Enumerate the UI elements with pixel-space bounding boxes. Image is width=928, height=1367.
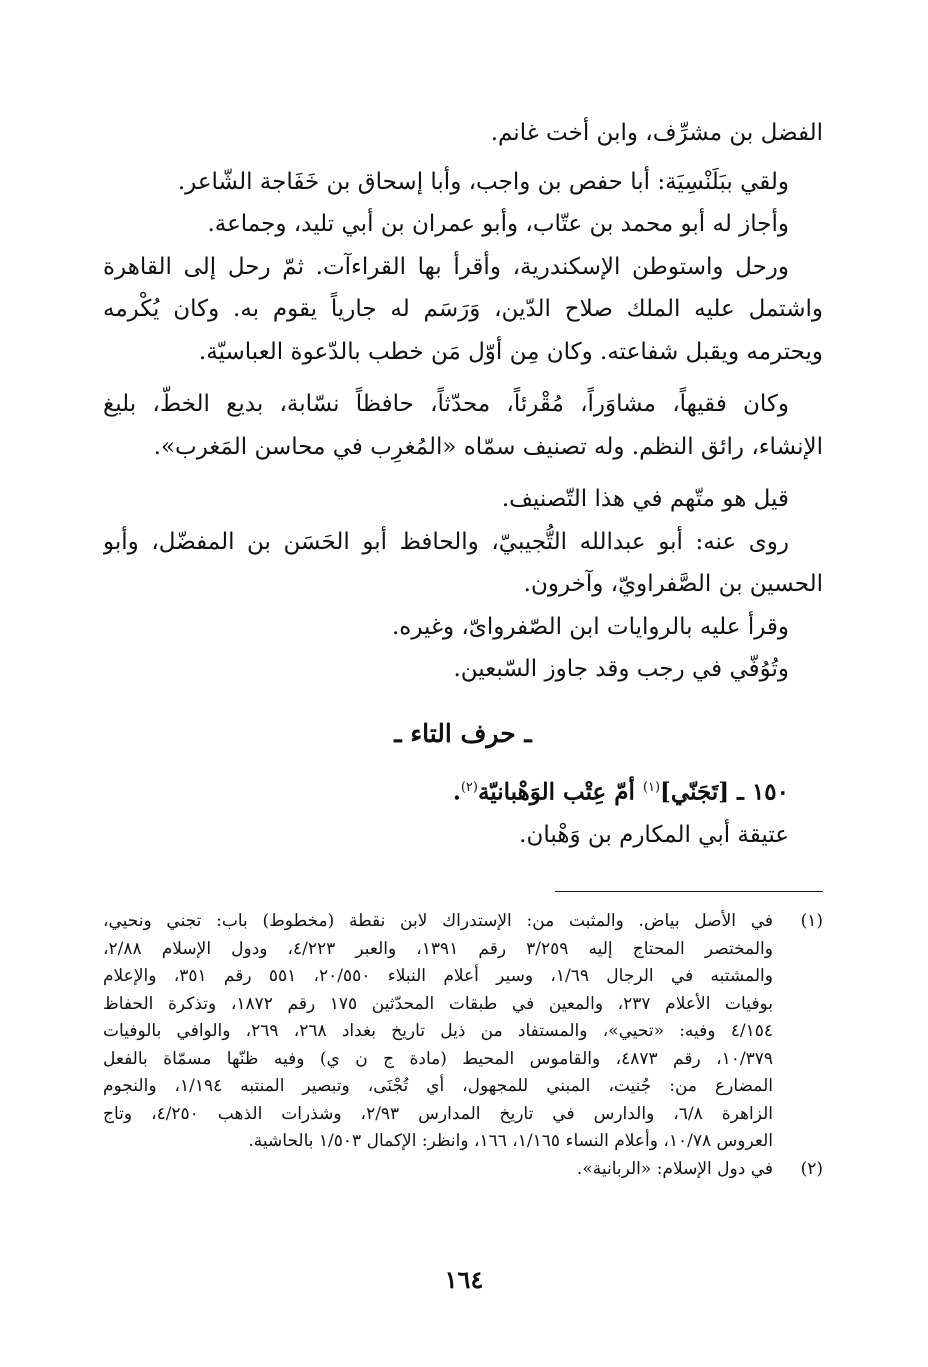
paragraph-line: روى عنه: أبو عبدالله التُّجيبيّ، والحافظ أبو الحَسَن بن المفضّل، وأبو <box>103 528 789 555</box>
footnote-line: والمختصر المحتاج إليه ٣/٢٥٩ رقم ١٣٩١، والعبر ٤/٢٢٣، ودول الإسلام ٢/٨٨، <box>103 938 773 959</box>
footnote-ref-1: (١) <box>642 780 661 795</box>
paragraph-line: الحسين بن الصَّفراويّ، وآخرون. <box>523 571 823 597</box>
section-heading: ـ حرف التاء ـ <box>394 718 532 748</box>
main-text <box>103 112 823 857</box>
paragraph-line: الإنشاء، رائق النظم. وله تصنيف سمّاه «المُغرِب في محاسن المَغرب». <box>153 433 823 460</box>
footnote-divider <box>555 891 823 892</box>
footnote-2 <box>103 1156 823 1184</box>
entry-end: . <box>452 778 461 806</box>
footnote-ref-2: (٢) <box>460 780 478 795</box>
entry-title <box>103 767 823 814</box>
footnote-line: ٤/١٥٤ وفيه: «تحيي»، والمستفاد من ذيل تاريخ بغداد ٢٦٨، ٢٦٩، والوافي بالوفيات <box>103 1021 773 1041</box>
footnote-line: بوفيات الأعلام ٢٣٧، والمعين في طبقات المحدّثين ١٧٥ رقم ١٨٧٢، وتذكرة الحفاظ <box>103 993 773 1014</box>
paragraph-line: ويحترمه ويقبل شفاعته. وكان مِن أوّل مَن خطب بالدّعوة العباسيّة. <box>198 338 823 365</box>
footnote-line: العروس ١٠/٧٨، وأعلام النساء ١/١٦٥، ١٦٦، وانظر: الإكمال ١/٥٠٣ بالحاشية. <box>248 1131 773 1151</box>
paragraph-line: ولقي ببَلَنْسِيَة: أبا حفص بن واجب، وأبا إسحاق بن خَفَاجة الشّاعر. <box>177 168 789 195</box>
paragraph-line: ورحل واستوطن الإسكندرية، وأقرأ بها القراءآت. ثمّ رحل إلى القاهرة <box>103 253 789 280</box>
entry-number: ١٥٠ ـ <box>729 778 789 806</box>
footnote-line: الزاهرة ٦/٨، والدارس في تاريخ المدارس ٢/٩٣، وشذرات الذهب ٤/٢٥٠، وتاج <box>103 1103 773 1124</box>
footnote-line: والمشتبه في الرجال ١/٦٩، وسير أعلام النبلاء ٢٠/٥٥٠، ٥٥١ رقم ٣٥١، والإعلام <box>103 966 773 986</box>
footnotes <box>103 908 823 1183</box>
footnote-1 <box>103 908 823 1156</box>
footnote-line: في الأصل بياض. والمثبت من: الإستدراك لابن نقطة (مخطوط) باب: تجني ونحيي، <box>103 911 773 931</box>
page-number: ١٦٤ <box>444 1265 484 1294</box>
entry-description: عتيقة أبي المكارم بن وَهْبان. <box>519 822 789 849</box>
paragraph-line: وتُوُفّي في رجب وقد جاوز السّبعين. <box>453 656 789 682</box>
footnote-line: المضارع من: جُنيت، المبني للمجهول، أي تُجْنَى، وتبصير المنتبه ١/١٩٤، والنجوم <box>103 1076 773 1096</box>
paragraph-line: واشتمل عليه الملك صلاح الدّين، وَرَسَم له جارياً يقوم به. وكان يُكْرمه <box>103 296 823 322</box>
entry-name-part2: أمّ عِتْب الوَهْبانيّة <box>477 778 643 806</box>
paragraph-line: الفضل بن مشرِّف، وابن أخت غانم. <box>490 120 823 146</box>
paragraph-line: وأجاز له أبو محمد بن عتّاب، وأبو عمران بن أبي تليد، وجماعة. <box>207 211 789 237</box>
entry-name-part1: [تَجَنّي] <box>660 778 730 806</box>
paragraph-line: وكان فقيهاً، مشاوَراً، مُقْرئاً، محدّثاً، حافظاً نسّابة، بديع الخطّ، بليغ <box>103 391 789 417</box>
paragraph-line: وقرأ عليه بالروايات ابن الصّفرواىّ، وغيره. <box>391 613 789 640</box>
footnote-line: ١٠/٣٧٩، رقم ٤٨٧٣، والقاموس المحيط (مادة ج ن ي) وفيه ظنّها مسمّاة بالفعل <box>103 1048 773 1069</box>
paragraph-line: قيل هو متّهم في هذا التّصنيف. <box>501 486 789 512</box>
footnote-number: (١) <box>800 911 823 931</box>
footnote-line: في دول الإسلام: «الربانية». <box>576 1158 773 1179</box>
footnote-number: (٢) <box>800 1158 823 1179</box>
